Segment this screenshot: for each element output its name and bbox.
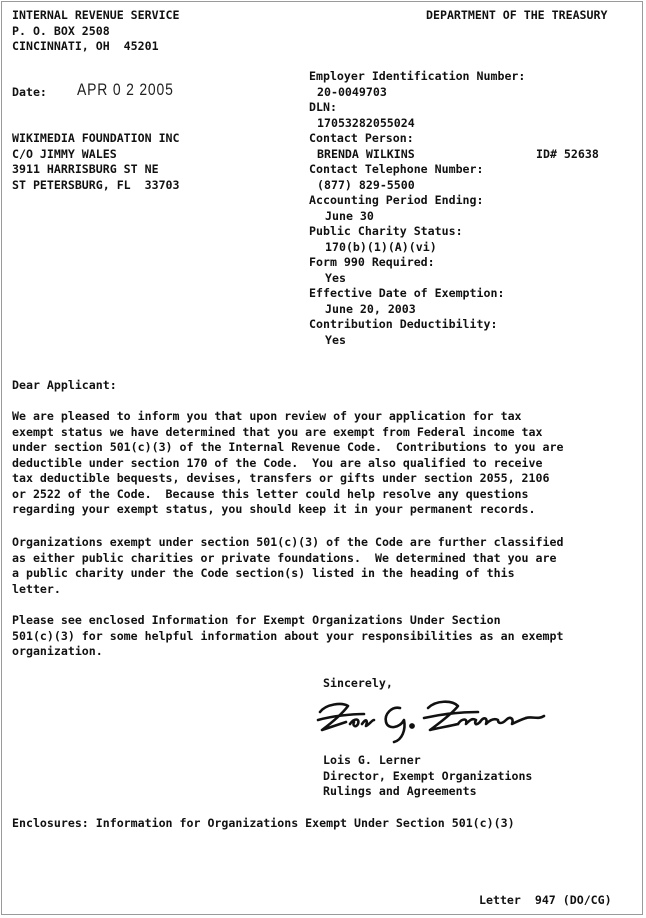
signer-title-1: Director, Exempt Organizations bbox=[323, 768, 533, 783]
form990-value: Yes bbox=[325, 270, 346, 285]
signer-name: Lois G. Lerner bbox=[323, 753, 421, 767]
sincerely: Sincerely, bbox=[323, 676, 393, 690]
date-stamp: APR 0 2 2005 bbox=[77, 80, 174, 99]
ein-value: 20-0049703 bbox=[317, 84, 387, 99]
signer-title-2: Rulings and Agreements bbox=[323, 784, 477, 798]
paragraph-3: Please see enclosed Information for Exempt Organizations Under Section 501(c)(3) for some helpful information about your responsibilities as an exempt organization. bbox=[12, 613, 564, 658]
recipient-line-2: C/O JIMMY WALES bbox=[12, 146, 117, 161]
charity-label: Public Charity Status: bbox=[309, 224, 463, 238]
enclosures: Enclosures: Information for Organizations Exempt Under Section 501(c)(3) bbox=[12, 816, 515, 830]
recipient-line-3: 3911 HARRISBURG ST NE bbox=[12, 162, 159, 176]
irs-city: CINCINNATI, OH 45201 bbox=[12, 39, 159, 53]
recipient-line-4: ST PETERSBURG, FL 33703 bbox=[12, 177, 180, 192]
form990-label: Form 990 Required: bbox=[309, 255, 435, 269]
paragraph-1: We are pleased to inform you that upon review of your application for tax exempt status we have determined that you are exempt from Federal income tax under section 501(c)(3) of the Internal Revenue Code. Contributions to you are deductible under section 170 of the Code. You are also qualified to receive tax deductible bequests, devises, transfers or gifts under section 2055, 2106 or 2522 of the Code. Because this letter could help resolve any questions regarding your exempt status, you should keep it in your permanent records. bbox=[12, 409, 564, 516]
irs-name: INTERNAL REVENUE SERVICE bbox=[12, 8, 180, 22]
salutation: Dear Applicant: bbox=[12, 378, 117, 392]
recipient-line-1: WIKIMEDIA FOUNDATION INC bbox=[12, 131, 180, 145]
department-name: DEPARTMENT OF THE TREASURY bbox=[426, 8, 608, 22]
deduct-value: Yes bbox=[325, 332, 346, 347]
phone-label: Contact Telephone Number: bbox=[309, 162, 484, 176]
effective-value: June 20, 2003 bbox=[325, 301, 416, 316]
deduct-label: Contribution Deductibility: bbox=[309, 317, 498, 331]
contact-id: ID# 52638 bbox=[536, 146, 599, 161]
signature-image bbox=[312, 690, 552, 750]
contact-label: Contact Person: bbox=[309, 131, 414, 145]
irs-po-box: P. O. BOX 2508 bbox=[12, 23, 110, 38]
contact-value: BRENDA WILKINS bbox=[317, 146, 415, 161]
letter-footer: Letter 947 (DO/CG) bbox=[479, 893, 612, 907]
phone-value: (877) 829-5500 bbox=[317, 177, 415, 192]
dln-label: DLN: bbox=[309, 100, 337, 114]
ein-label: Employer Identification Number: bbox=[309, 69, 526, 83]
period-value: June 30 bbox=[325, 208, 374, 223]
period-label: Accounting Period Ending: bbox=[309, 193, 484, 207]
date-label: Date: bbox=[12, 85, 47, 99]
effective-label: Effective Date of Exemption: bbox=[309, 286, 505, 300]
charity-value: 170(b)(1)(A)(vi) bbox=[325, 239, 437, 254]
dln-value: 17053282055024 bbox=[317, 115, 415, 130]
paragraph-2: Organizations exempt under section 501(c)(3) of the Code are further classified as either public charities or private foundations. We determined that you are a public charity under the Code section(s) listed in the heading of this letter. bbox=[12, 535, 564, 596]
